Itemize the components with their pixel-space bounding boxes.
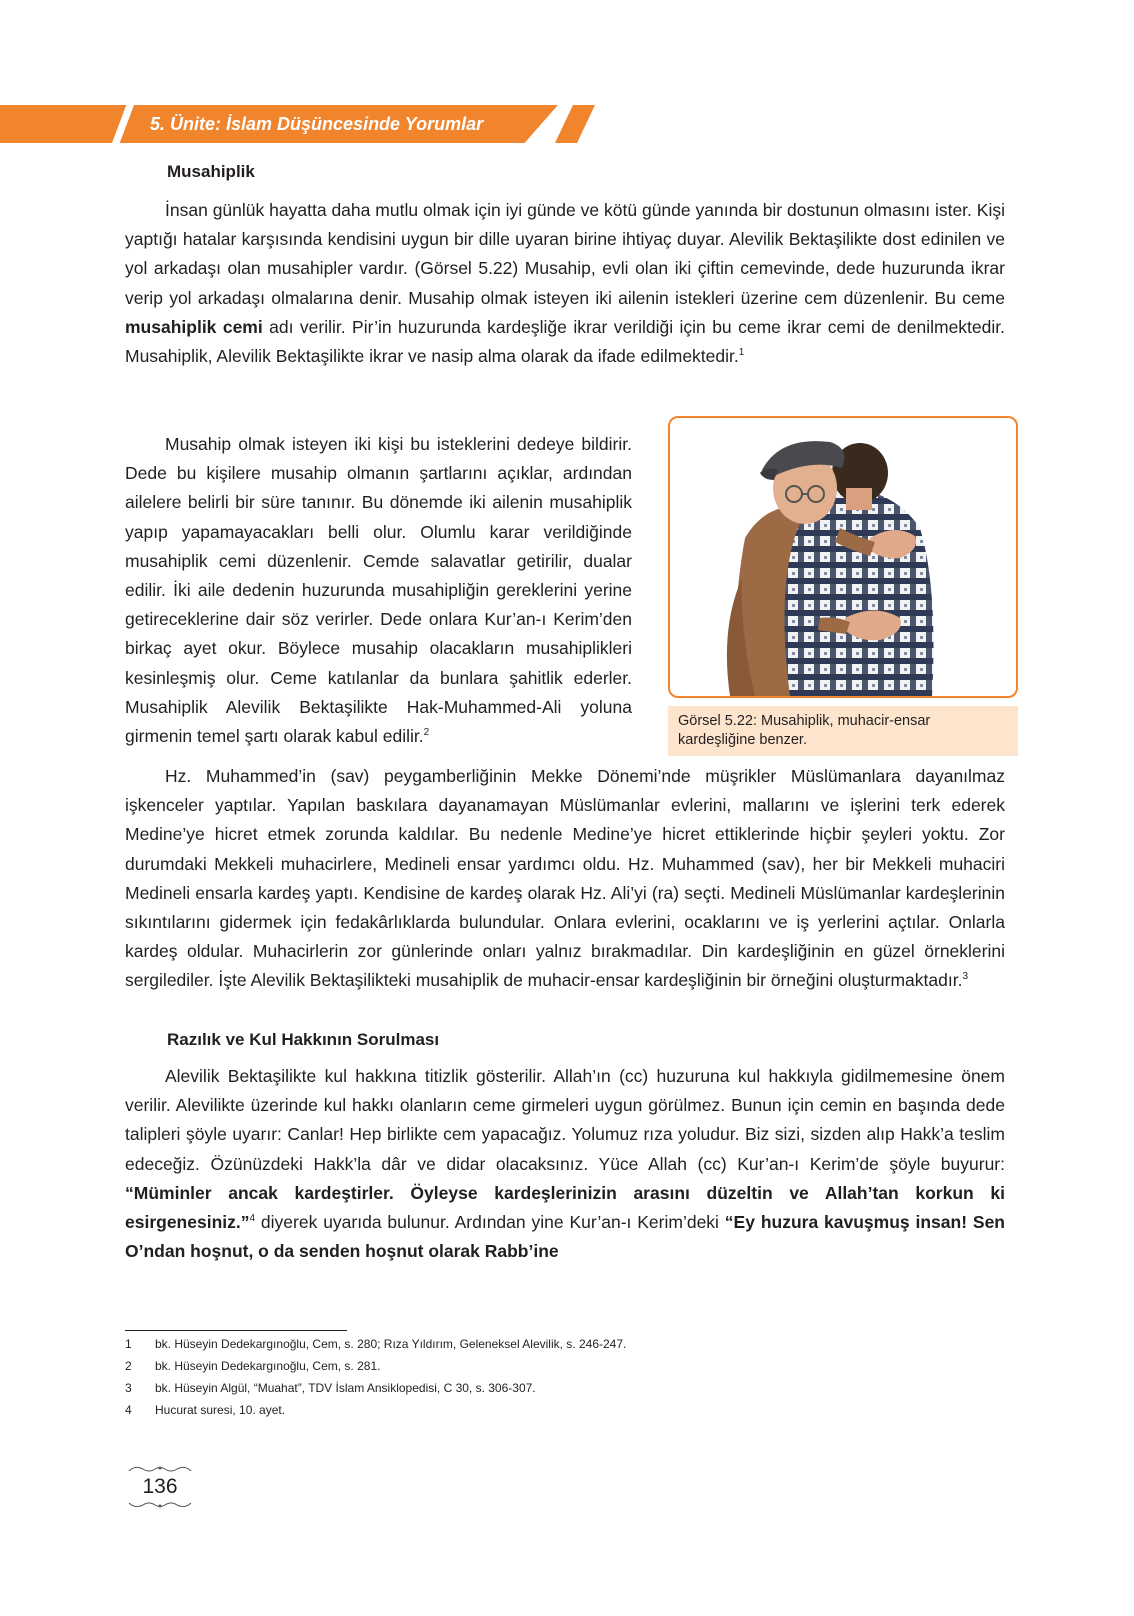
footnote-ref: 1 [738, 347, 745, 359]
bold-term: musahiplik cemi [125, 316, 263, 337]
hugging-men-photo [670, 418, 1016, 696]
footnote: 4 Hucurat suresi, 10. ayet. [125, 1403, 286, 1417]
banner-tail [555, 105, 595, 143]
paragraph-1: İnsan günlük hayatta daha mutlu olmak için iyi günde ve kötü günde yanında bir dostunun olmasını ister. Kişi yaptığı hatalar karşısında kendisini uygun bir dille uyaran birine ihtiyaç duyar. Alevilik Bektaşilikte dost edinilen ve yol arkadaşı olan musahipler vardır. (Görsel 5.22) Musahip, evli olan iki çiftin cemevinde, dede huzurunda ikrar verip yol arkadaşı olmalarına denir. Musahip olmak isteyen iki ailenin istekleri üzerine cem düzenlenir. Bu ceme musahiplik cemi adı verilir. Pir’in huzurunda kardeşliğe ikrar verildiği için bu ceme ikrar cemi de denilmektedir. Musahiplik, Alevilik Bektaşilikte ikrar ve nasip alma olarak da ifade edilmektedir.$^1$ [125, 200, 1005, 367]
figure-5-22 [668, 416, 1018, 758]
footnote: 3 bk. Hüseyin Algül, “Muahat”, TDV İslam Ansiklopedisi, C 30, s. 306-307. [125, 1381, 536, 1395]
footnote: 2 bk. Hüseyin Dedekargınoğlu, Cem, s. 281. [125, 1359, 381, 1373]
page-number: 136 [142, 1475, 178, 1498]
unit-title: 5. Ünite: İslam Düşüncesinde Yorumlar [150, 114, 484, 134]
unit-banner [0, 105, 600, 143]
figure-caption: Görsel 5.22: Musahiplik, muhacir-ensar kardeşliğine benzer. [668, 706, 1018, 756]
figure-frame [668, 416, 1018, 698]
section-heading-razilik: Razılık ve Kul Hakkının Sorulması [167, 1030, 440, 1049]
paragraph-4: Alevilik Bektaşilikte kul hakkına titizlik gösterilir. Allah’ın (cc) huzuruna kul hakkıyla gidilmemesine önem verilir. Alevilikte üzerinde kul hakkı olanların ceme girmeleri uygun görülmez. Bunun için cemin en başında dede talipleri şöyle uyarır: Canlar! Hep birlikte cem yapacağız. Yolumuz rıza yoludur. Biz sizi, sizden alıp Hakk’a teslim edeceğiz. Özünüzdeki Hakk’la dâr ve didar olacaksınız. Yüce Allah (cc) Kur’an-ı Kerim’de şöyle buyurur: “Müminler ancak kardeştirler. Öyleyse kardeşlerinizin arasını düzeltin ve Allah’tan korkun ki esirgenesiniz.”$^4$ diyerek uyarıda bulunur. Ardından yine Kur’an-ı Kerim’deki “Ey huzura kavuşmuş insan! Sen O’ndan hoşnut, o da senden hoşnut olarak Rabb’ine [125, 1066, 1005, 1262]
section-heading-musahiplik: Musahiplik [167, 162, 255, 181]
paragraph-3: Hz. Muhammed’in (sav) peygamberliğinin Mekke Dönemi’nde müşrikler Müslümanlara dayanılmaz işkenceler yaptılar. Yapılan baskılara dayanamayan Müslümanlar evlerini, mallarını ve işlerini terk ederek Medine’ye hicret etmek zorunda kaldılar. Bu nedenle Medine’ye hicret ettiklerinde hiçbir şeyleri yoktu. Zor durumdaki Mekkeli muhacirlere, Medineli ensar yardımcı oldu. Hz. Muhammed (sav), her bir Mekkeli muhaciri Medineli ensarla kardeş yaptı. Kendisine de kardeş olarak Hz. Ali’yi (ra) seçti. Medineli Müslümanlar kardeşlerinin sıkıntılarını gidermek için fedakârlıklarda bulundular. Onlara evlerini, ocaklarını ve iş yerlerini açtılar. Onlarla kardeş oldular. Muhacirlerin zor günlerinde onları yalnız bırakmadılar. Din kardeşliğinin en güzel örneklerini sergilediler. İşte Alevilik Bektaşilikteki musahiplik de muhacir-ensar kardeşliğinin bir örneğini oluşturmaktadır.$^3$ [125, 766, 1005, 991]
bottom-ornament-icon [125, 1499, 195, 1511]
top-ornament-icon [125, 1463, 195, 1475]
footnote-divider [125, 1330, 347, 1331]
footnote-ref: 3 [962, 971, 969, 983]
quran-quote: “Müminler ancak kardeştirler. Öyleyse kardeşlerinizin arasını düzeltin ve Allah’tan korkun ki esirgenesiniz.” [125, 1182, 1005, 1233]
footnote: 1 bk. Hüseyin Dedekargınoğlu, Cem, s. 280; Rıza Yıldırım, Geleneksel Alevilik, s. 246-247. [125, 1337, 627, 1351]
quran-quote: “Ey huzura kavuşmuş insan! Sen O’ndan hoşnut, o da senden hoşnut olarak Rabb’ine [125, 1212, 1005, 1262]
paragraph-2: Musahip olmak isteyen iki kişi bu isteklerini dedeye bildirir. Dede bu kişilere musahip olmanın şartlarını açıklar, ardından ailelere belirli bir süre tanınır. Bu dönemde iki ailenin musahiplik yapıp yapamayacakları belli olur. Olumlu karar verildiğinde musahiplik cemi düzenlenir. Cemde salavatlar getirilir, dualar edilir. İki aile dedenin huzurunda musahipliğin gereklerini yerine getireceklerine dair söz verirler. Dede onlara Kur’an-ı Kerim’den birkaç ayet okur. Böylece musahip olacakların musahiplikleri kesinleşmiş olur. Ceme katılanlar da bunlara şahitlik ederler. Musahiplik Alevilik Bektaşilikte Hak-Muhammed-Ali yoluna girmenin temel şartı olarak kabul edilir.$^2$ [125, 434, 632, 747]
footnote-ref: 4 [249, 1213, 256, 1225]
footnote-ref: 2 [423, 727, 430, 739]
page-number-block [125, 1463, 195, 1511]
